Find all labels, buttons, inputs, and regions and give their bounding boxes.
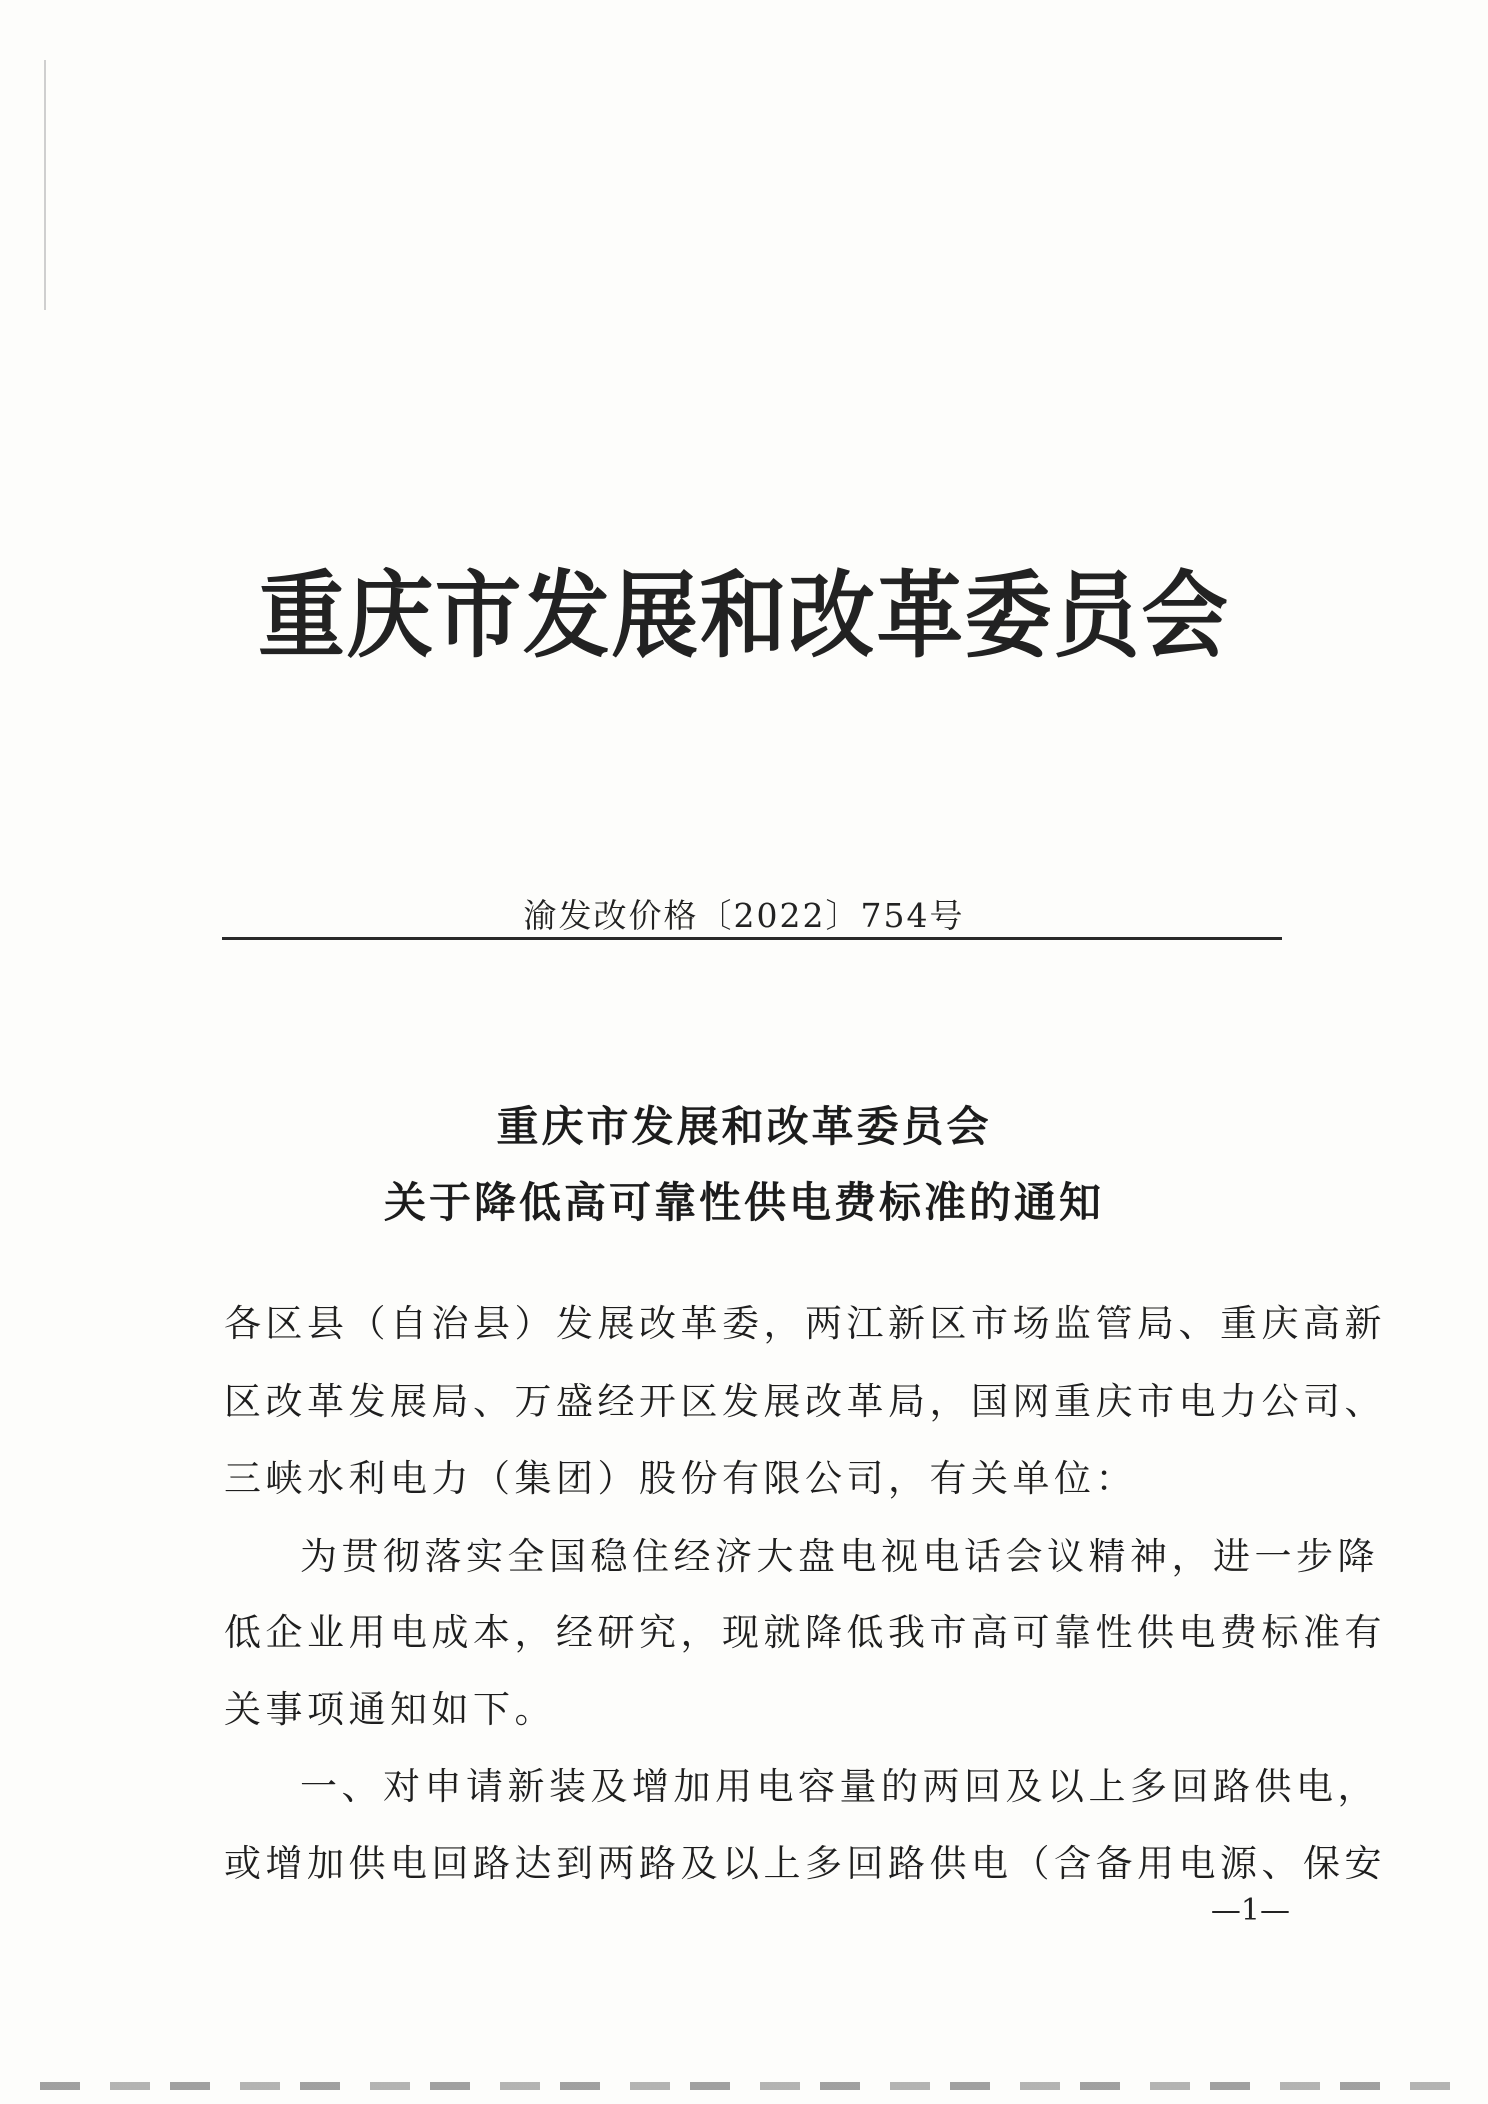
body-line-paragraph-1-2: 低企业用电成本，经研究，现就降低我市高可靠性供电费标准有 [224,1611,1386,1654]
page-number: —1— [1210,1893,1290,1928]
body-line-addressees-3: 三峡水利电力（集团）股份有限公司，有关单位： [224,1457,1137,1500]
header-divider-line [222,937,1282,940]
body-line-paragraph-1-3: 关事项通知如下。 [224,1688,556,1731]
issuing-organization-masthead: 重庆市发展和改革委员会 [258,562,1230,671]
body-line-paragraph-1-1: 为贯彻落实全国稳住经济大盘电视电话会议精神，进一步降 [300,1535,1379,1578]
scan-margin-line [44,60,46,310]
body-line-paragraph-2-2: 或增加供电回路达到两路及以上多回路供电（含备用电源、保安 [224,1842,1386,1885]
body-line-paragraph-2-1: 一、对申请新装及增加用电容量的两回及以上多回路供电， [300,1765,1379,1808]
document-number: 渝发改价格〔2022〕754号 [523,896,965,935]
document-title-line-1: 重庆市发展和改革委员会 [496,1102,992,1151]
document-title-line-2: 关于降低高可靠性供电费标准的通知 [383,1178,1104,1227]
body-line-addressees-2: 区改革发展局、万盛经开区发展改革局，国网重庆市电力公司、 [224,1380,1386,1423]
next-page-bleed-through [40,2082,1460,2090]
body-line-addressees-1: 各区县（自治县）发展改革委，两江新区市场监管局、重庆高新 [224,1302,1386,1345]
